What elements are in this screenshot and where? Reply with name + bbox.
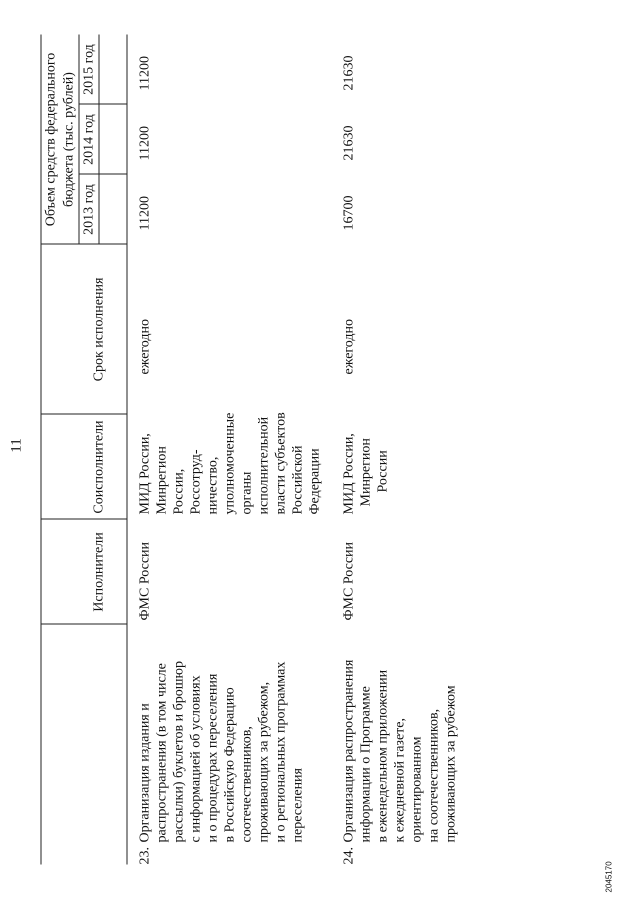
- row-23-co-performer-line: уполномоченные: [222, 412, 238, 515]
- row-23-deadline: ежегодно: [137, 318, 153, 375]
- row-24-co-performer-line: МИД России,: [341, 433, 357, 515]
- row-23-co-performer-line: власти субъектов: [273, 412, 289, 515]
- row-23-co-performer-line: МИД России,: [137, 433, 153, 515]
- col-line-1: [41, 624, 127, 625]
- row-24-activity: [341, 660, 460, 843]
- row-24-amount-2013: 16700: [341, 195, 357, 231]
- header-performers: Исполнители: [91, 532, 107, 612]
- row-23-co-performer-line: Российской: [290, 445, 306, 515]
- row-23-activity-line: и о процедурах переселения: [205, 673, 221, 843]
- rotated-table-sheet: [1, 0, 640, 905]
- header-year-2013: 2013 год: [81, 184, 97, 235]
- row-24-activity-line: на соотечественников,: [426, 708, 442, 843]
- row-23-co-performer-line: органы: [239, 471, 255, 515]
- row-24-co-performers: [341, 433, 392, 514]
- col-line-2: [41, 519, 127, 520]
- row-24-activity-line: информации о Программе: [358, 686, 374, 843]
- row-23-co-performer-line: исполнительной: [256, 416, 272, 515]
- row-23-activity-line: и о региональных программах: [273, 661, 289, 843]
- row-24-activity-line: ориентированном: [409, 736, 425, 843]
- row-24-activity-line: к ежедневной газете,: [392, 718, 408, 843]
- row-23-co-performer-line: Минрегион: [154, 446, 170, 515]
- header-year-2014: 2014 год: [81, 114, 97, 165]
- row-23-amount-2013: 11200: [137, 196, 153, 231]
- row-23-activity-line: с информацией об условиях: [188, 675, 204, 843]
- row-24-co-performer-line: Минрегион: [358, 438, 374, 507]
- row-23-co-performer-line: России,: [171, 468, 187, 515]
- row-24-number: 24.: [341, 847, 357, 865]
- row-24-amount-2015: 21630: [341, 55, 357, 91]
- table-top-border: [41, 35, 42, 865]
- row-23-activity: [137, 661, 307, 842]
- years-bottom-line: [99, 35, 100, 245]
- row-24-amount-2014: 21630: [341, 125, 357, 161]
- row-23-amount-2015: 11200: [137, 56, 153, 91]
- row-23-co-performer-line: ничество,: [205, 456, 221, 515]
- row-24-activity-line: Организация распространения: [341, 659, 357, 843]
- header-budget-line1: Объем средств федерального: [43, 52, 59, 227]
- header-year-2015: 2015 год: [81, 44, 97, 95]
- header-budget-line2: бюджета (тыс. рублей): [61, 72, 77, 207]
- row-23-amount-2014: 11200: [137, 126, 153, 161]
- row-23-performer: ФМС России: [137, 541, 153, 621]
- row-23-co-performer-line: Россотруд-: [188, 449, 204, 515]
- row-23-activity-line: переселения: [290, 768, 306, 843]
- row-23-activity-line: соотечественников,: [239, 726, 255, 843]
- row-24-co-performer-line: России: [375, 450, 391, 493]
- row-23-number: 23.: [137, 847, 153, 865]
- row-24-deadline: ежегодно: [341, 318, 357, 375]
- document-stamp: 2045170: [604, 861, 614, 893]
- row-23-activity-line: проживающих за рубежом,: [256, 681, 272, 843]
- header-bottom-line: [127, 35, 128, 865]
- row-23-activity-line: распространения (в том числе: [154, 663, 170, 843]
- col-line-3: [41, 414, 127, 415]
- row-23-activity-line: Организация издания и: [137, 703, 153, 843]
- row-23-co-performer-line: Федерации: [307, 448, 323, 515]
- row-23-activity-line: рассылки) буклетов и брошюр: [171, 661, 187, 843]
- header-co-performers: Соисполнители: [91, 420, 107, 514]
- budget-subheader-line: [79, 35, 80, 245]
- row-24-performer: ФМС России: [341, 541, 357, 621]
- row-24-activity-line: проживающих за рубежом: [443, 685, 459, 843]
- row-23-co-performers: [137, 412, 324, 514]
- header-deadline: Срок исполнения: [91, 277, 107, 382]
- row-24-activity-line: в еженедельном приложении: [375, 669, 391, 843]
- page-number: 11: [8, 438, 25, 453]
- row-23-activity-line: в Российскую Федерацию: [222, 687, 238, 843]
